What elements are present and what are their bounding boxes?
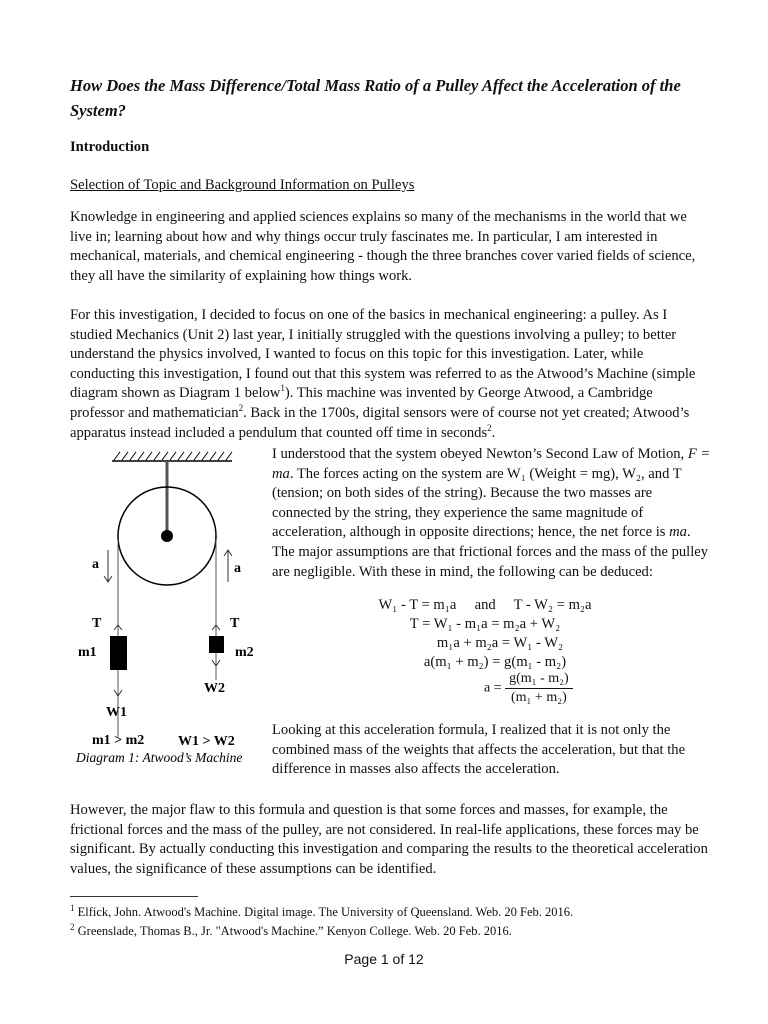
footnote-ref: 2	[238, 403, 244, 414]
weight-relation: W1 > W2	[178, 734, 235, 749]
accel-label-left: a	[92, 557, 99, 572]
footnote-ref: 2	[487, 422, 492, 433]
mass2-label: m2	[235, 645, 254, 660]
formula: ma	[669, 524, 687, 541]
equation-1: W₁ - T = m₁a and T - W₂ = m₂a	[378, 597, 592, 613]
section-heading: Introduction	[70, 139, 150, 155]
equation-4: a(m₁ + m₂) = g(m₁ - m₂)	[423, 654, 567, 670]
footnote-number: 2	[70, 921, 75, 932]
weight1-label: W1	[106, 705, 127, 720]
numerator: g(m₁ - m₂)	[505, 670, 573, 689]
fraction	[505, 670, 573, 707]
paragraph-5: However, the major flaw to this formula and question is that some forces and masses, for example, the frictional forces and the mass of the pulley, are not considered. In real-life applications, these forces may be significant. By actually conducting this investigation and comparing the results to the theoretical acceleration values, the significance of these assumptions can be identified.	[70, 802, 708, 877]
tension-label-left: T	[92, 616, 102, 631]
diagram-caption: Diagram 1: Atwood’s Machine	[76, 750, 243, 765]
text: . The forces acting on the system are W₁ (Weight = mg), W₂, and T (tension; on both sides of the string). Because the two masses are connected by the string, they experience the same magnitude of acceleration, although in opposite directions; hence, the net force is	[272, 465, 682, 541]
footnote-1	[70, 903, 573, 923]
footnote-text: Elfick, John. Atwood's Machine. Digital image. The University of Queensland. Web. 20 Feb. 2016.	[74, 905, 574, 919]
equation-2: T = W₁ - m₁a = m₂a + W₂	[409, 616, 561, 632]
fraction-lhs: a =	[484, 680, 502, 696]
text: I understood that the system obeyed Newton’s Second Law of Motion,	[272, 446, 688, 462]
formula: F = ma	[272, 446, 711, 482]
paragraph-3	[272, 445, 712, 582]
weight2-label: W2	[204, 681, 225, 696]
denominator: (m₁ + m₂)	[510, 690, 567, 705]
footnote-number: 1	[70, 902, 75, 913]
paragraph-1: Knowledge in engineering and applied sciences explains so many of the mechanisms in the world that we live in; learning about how and why things occur truly fascinates me. In particular, I am interested in mechanical, materials, and chemical engineering - though the three branches cover varied fields of science, they all have the similarity of explaining how things work.	[70, 209, 696, 284]
footnote-text: Greenslade, Thomas B., Jr. "Atwood's Machine.” Kenyon College. Web. 20 Feb. 2016.	[74, 924, 512, 938]
text: ). This machine was invented by George Atwood, a Cambridge professor and mathematician	[70, 385, 653, 421]
text: .	[491, 424, 496, 441]
document-title: How Does the Mass Difference/Total Mass Ratio of a Pulley Affect the Acceleration of the System?	[70, 76, 681, 120]
paragraph-4: Looking at this acceleration formula, I realized that it is not only the combined mass of the weights that affects the acceleration, but that the difference in masses also affects the acceleration.	[272, 722, 686, 778]
accel-label-right: a	[234, 561, 241, 576]
footnote-2	[70, 922, 512, 942]
footnote-ref: 1	[280, 383, 285, 394]
mass-relation: m1 > m2	[92, 733, 145, 748]
text: . Back in the 1700s, digital sensors were of course not yet created; Atwood’s apparatus instead included a pendulum that counted off time in seconds	[70, 404, 690, 441]
tension-label-right: T	[230, 616, 240, 631]
equation-3: m₁a + m₂a = W₁ - W₂	[436, 635, 564, 651]
paragraph-2	[70, 306, 710, 443]
subsection-heading: Selection of Topic and Background Information on Pulleys	[70, 177, 415, 193]
page-number: Page 1 of 12	[344, 951, 424, 967]
footnote-divider	[70, 896, 198, 897]
text: For this investigation, I decided to focus on one of the basics in mechanical engineering: a pulley. As I studied Mechanics (Unit 2) last year, I initially struggled with the questions involving a pulley; to better understand the physics involved, I wanted to focus on this topic for this investigation. Later, while conducting this investigation, I found out that this system was referred to as the Atwood’s Machine (simple diagram shown as Diagram 1 below	[70, 307, 696, 402]
atwood-machine-diagram	[70, 440, 270, 770]
mass1-label: m1	[78, 645, 97, 660]
text: . The major assumptions are that frictional forces and the mass of the pulley are negligible. With these in mind, the following can be deduced:	[272, 524, 709, 580]
acceleration-formula	[484, 670, 573, 707]
